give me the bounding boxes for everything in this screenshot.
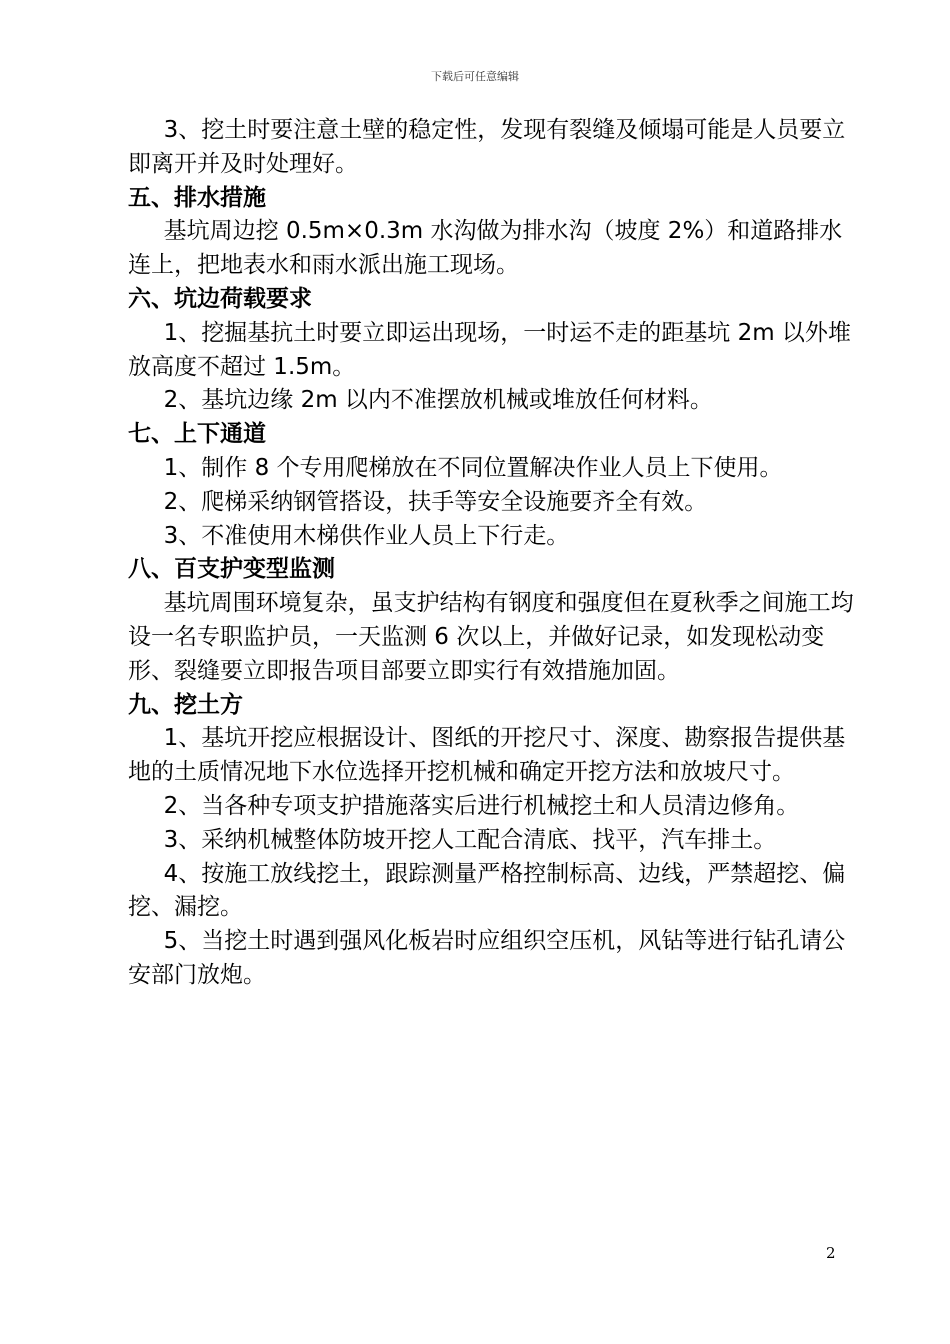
paragraph: 2、当各种专项支护措施落实后进行机械挖土和人员清边修角。 [163, 792, 800, 819]
paragraph: 3、采纳机械整体防坡开挖人工配合清底、找平，汽车排土。 [163, 826, 777, 853]
paragraph: 4、按施工放线挖土，跟踪测量严格控制标高、边线，严禁超挖、偏挖、漏挖。 [128, 860, 846, 921]
paragraph: 3、挖土时要注意土壁的稳定性，发现有裂缝及倾塌可能是人员要立即离开并及时处理好。 [128, 117, 846, 177]
section-heading: 七、上下通道 [128, 421, 266, 448]
page-header-note: 下载后可任意编辑 [431, 70, 519, 83]
paragraph: 2、爬梯采纳钢管搭设，扶手等安全设施要齐全有效。 [163, 488, 708, 515]
page-number: 2 [826, 1244, 836, 1262]
section-heading: 五、排水措施 [128, 184, 266, 211]
paragraph: 1、基坑开挖应根据设计、图纸的开挖尺寸、深度、勘察报告提供基地的土质情况地下水位选择开挖机械和确定开挖方法和放坡尺寸。 [128, 725, 846, 786]
document-body [128, 114, 863, 993]
paragraph: 2、基坑边缘 2m 以内不准摆放机械或堆放任何材料。 [163, 387, 713, 414]
section-heading: 八、百支护变型监测 [128, 556, 335, 583]
paragraph: 基坑周围环境复杂，虽支护结构有钢度和强度但在夏秋季之间施工均设一名专职监护员，一天监测 6 次以上，并做好记录，如发现松动变形、裂缝要立即报告项目部要立即实行有效措施加固。 [128, 590, 854, 684]
section-heading: 六、坑边荷载要求 [128, 285, 312, 312]
paragraph: 1、制作 8 个专用爬梯放在不同位置解决作业人员上下使用。 [163, 454, 783, 481]
section-heading: 九、挖土方 [128, 691, 243, 718]
paragraph: 3、不准使用木梯供作业人员上下行走。 [163, 522, 570, 549]
paragraph: 1、挖掘基抗土时要立即运出现场，一时运不走的距基坑 2m 以外堆放高度不超过 1.5m。 [128, 319, 851, 380]
paragraph: 5、当挖土时遇到强风化板岩时应组织空压机，风钻等进行钻孔请公安部门放炮。 [128, 928, 846, 988]
paragraph: 基坑周边挖 0.5m×0.3m 水沟做为排水沟（坡度 2%）和道路排水连上，把地表水和雨水派出施工现场。 [128, 218, 843, 279]
